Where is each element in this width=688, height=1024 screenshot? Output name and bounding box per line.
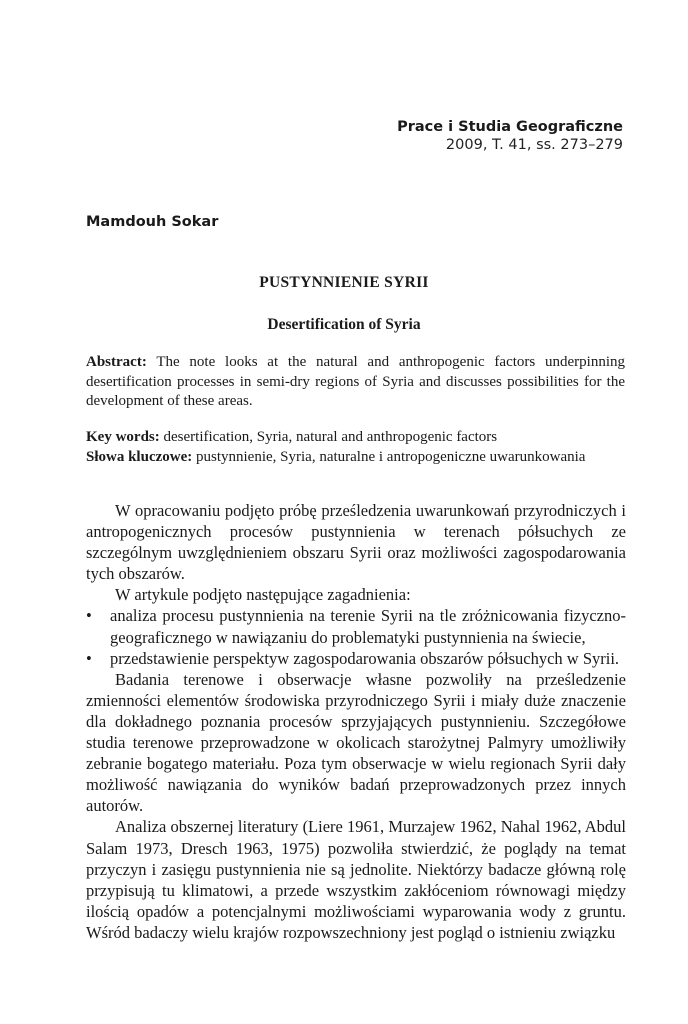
- journal-name: Prace i Studia Geograficzne: [397, 119, 623, 135]
- keywords-polish: [86, 448, 646, 468]
- paragraph-1: W opracowaniu podjęto próbę prześledzenia uwarunkowań przyrodniczych i antropogenicznych procesów pustynnienia w terenach półsuchych ze szczególnym uwzględnieniem obszaru Syrii oraz możliwości zagospodarowania tych obszarów.: [86, 501, 626, 584]
- list-item: [86, 605, 626, 647]
- title-english: Desertification of Syria: [267, 316, 421, 333]
- keywords-polish-text: pustynnienie, Syria, naturalne i antropogeniczne uwarunkowania: [192, 448, 586, 465]
- journal-header: [397, 118, 623, 154]
- abstract-label: Abstract:: [86, 354, 147, 370]
- abstract: [86, 353, 625, 412]
- journal-reference: 2009, T. 41, ss. 273–279: [445, 137, 623, 153]
- author-name: Mamdouh Sokar: [86, 214, 219, 230]
- body-text: [86, 500, 626, 943]
- abstract-text: The note looks at the natural and anthropogenic factors underpinning desertification processes in semi-dry regions of Syria and discusses possibilities for the development of these areas.: [86, 354, 625, 409]
- keywords-polish-label: Słowa kluczowe:: [86, 448, 193, 465]
- keywords-english: [86, 428, 646, 448]
- list-item: [86, 648, 626, 669]
- list-item-text: analiza procesu pustynnienia na terenie Syrii na tle zróżnicowania fizyczno-geograficznego w nawiązaniu do problematyki pustynnienia na świecie,: [110, 606, 626, 647]
- keywords-block: [86, 428, 646, 467]
- bullet-icon: •: [86, 648, 92, 668]
- keywords-english-label: Key words:: [86, 429, 160, 445]
- topics-list: [86, 605, 626, 668]
- paragraph-2: W artykule podjęto następujące zagadnienia:: [115, 585, 411, 605]
- paragraph-3: Badania terenowe i obserwacje własne pozwoliły na prześledzenie zmienności elementów środowiska przyrodniczego Syrii i miały duże znaczenie dla dokładnego poznania procesów sprzyjających pustynnieniu. Szczegółowe studia terenowe przeprowadzone w okolicach starożytnej Palmyry umożliwiły zebranie bogatego materiału. Poza tym obserwacje w wielu regionach Syrii dały możliwość nawiązania do wyników badań przeprowadzonych przez innych autorów.: [86, 669, 626, 816]
- bullet-icon: •: [86, 606, 92, 626]
- paragraph-4: Analiza obszernej literatury (Liere 1961, Murzajew 1962, Nahal 1962, Abdul Salam 1973, Dresch 1963, 1975) pozwoliła stwierdzić, że poglądy na temat przyczyn i zasięgu pustynnienia nie są jednolite. Niektórzy badacze główną rolę przypisują tu klimatowi, a przede wszystkim zakłóceniom równowagi między ilością opadów a potencjalnymi możliwościami wyparowania wody z gruntu. Wśród badaczy wielu krajów rozpowszechniony jest pogląd o istnieniu związku: [86, 817, 626, 942]
- title-polish: PUSTYNNIENIE SYRII: [259, 274, 429, 291]
- keywords-english-text: desertification, Syria, natural and anthropogenic factors: [159, 429, 498, 445]
- list-item-text: przedstawienie perspektyw zagospodarowania obszarów półsuchych w Syrii.: [110, 648, 620, 668]
